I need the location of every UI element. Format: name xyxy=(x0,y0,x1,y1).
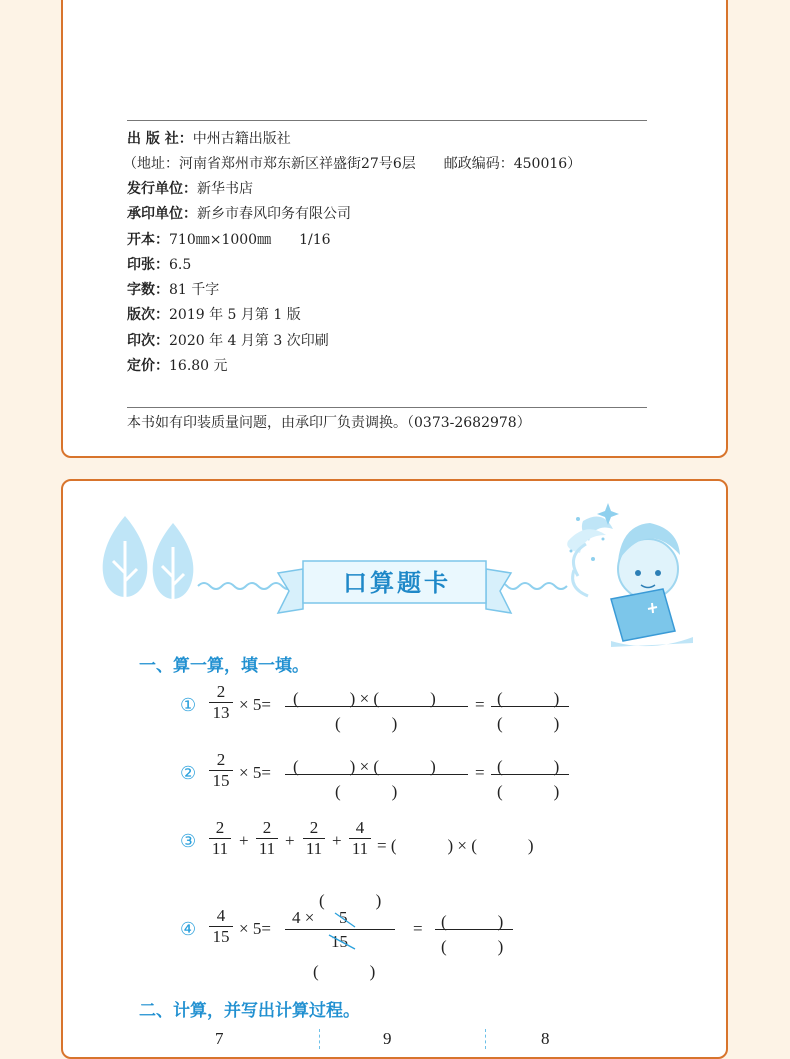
numerator: 2 xyxy=(215,818,225,837)
partial-number-c: 8 xyxy=(541,1029,550,1048)
blank-denominator[interactable]: ( ) xyxy=(335,714,398,733)
equals-sign: = xyxy=(475,695,485,714)
blank-numerator[interactable]: ( ) × ( ) xyxy=(293,689,436,708)
question-2 xyxy=(63,749,726,809)
times-five: × 5= xyxy=(239,763,271,782)
question-number: ① xyxy=(180,695,197,715)
equals-sign: = xyxy=(475,763,485,782)
top-divider xyxy=(127,120,647,121)
format-value: 710㎜×1000㎜ 1/16 xyxy=(169,232,331,248)
section2-title: 二、计算，并写出计算过程。 xyxy=(139,1001,360,1021)
printer-label: 承印单位： xyxy=(127,206,197,222)
column-divider xyxy=(485,1029,486,1049)
numerator: 4 xyxy=(216,906,226,925)
edition-label: 版次： xyxy=(127,307,169,323)
fraction-1 xyxy=(209,819,231,858)
blank-denominator[interactable]: ( ) xyxy=(335,782,398,801)
words-line xyxy=(127,281,219,299)
distributor-label: 发行单位： xyxy=(127,181,197,197)
fraction xyxy=(209,907,233,946)
denominator: 11 xyxy=(351,839,369,858)
blank-numerator[interactable]: ( ) × ( ) xyxy=(293,757,436,776)
bottom-divider xyxy=(127,407,647,408)
denominator: 15 xyxy=(212,927,230,946)
denominator: 15 xyxy=(212,771,230,790)
price-label: 定价： xyxy=(127,358,169,374)
question-1 xyxy=(63,681,726,741)
equals-sign: = xyxy=(413,919,423,938)
partial-number-b: 9 xyxy=(383,1029,392,1048)
format-label: 开本： xyxy=(127,232,169,248)
address-line: （地址：河南省郑州市郑东新区祥盛街27号6层 邮政编码：450016） xyxy=(123,156,582,172)
answer-denominator[interactable]: ( ) xyxy=(441,937,504,956)
tree-right-icon xyxy=(153,523,194,606)
answer-denominator[interactable]: ( ) xyxy=(497,782,560,801)
sheets-value: 6.5 xyxy=(169,257,192,273)
bottom-blank[interactable]: ( ) xyxy=(313,962,376,981)
question-number: ③ xyxy=(180,831,197,851)
numerator: 2 xyxy=(216,750,226,769)
copyright-panel xyxy=(61,0,728,458)
fraction xyxy=(209,683,233,722)
sheets-line xyxy=(127,256,191,274)
answer-numerator[interactable]: ( ) xyxy=(497,757,560,776)
plus-sign: + xyxy=(285,831,295,850)
edition-value: 2019 年 5 月第 1 版 xyxy=(169,307,301,323)
column-divider xyxy=(319,1029,320,1049)
denominator: 13 xyxy=(212,703,230,722)
edition-line xyxy=(127,306,301,324)
numerator: 2 xyxy=(262,818,272,837)
question-number: ② xyxy=(180,763,197,783)
denominator: 11 xyxy=(258,839,276,858)
banner-title: 口算题卡 xyxy=(343,569,451,597)
fraction xyxy=(209,751,233,790)
answer-numerator[interactable]: ( ) xyxy=(497,689,560,708)
denominator: 11 xyxy=(211,839,229,858)
times-five: × 5= xyxy=(239,695,271,714)
section2-partial-row xyxy=(63,1029,726,1049)
printing-line xyxy=(127,332,329,350)
tree-left-icon xyxy=(103,516,148,606)
denominator: 11 xyxy=(305,839,323,858)
numerator: 4 xyxy=(355,818,365,837)
question-3 xyxy=(63,817,726,867)
crossed-five: 5 xyxy=(339,908,348,927)
publisher-value: 中州古籍出版社 xyxy=(192,131,291,147)
section1-title: 一、算一算，填一填。 xyxy=(139,656,309,676)
printing-value: 2020 年 4 月第 3 次印刷 xyxy=(169,333,329,349)
distributor-line xyxy=(127,180,253,198)
numerator: 2 xyxy=(216,682,226,701)
distributor-value: 新华书店 xyxy=(197,181,253,197)
plus-sign: + xyxy=(239,831,249,850)
quality-notice: 本书如有印装质量问题，由承印厂负责调换。（0373-2682978） xyxy=(127,415,531,431)
printer-line xyxy=(127,205,351,223)
sheets-label: 印张： xyxy=(127,257,169,273)
words-value: 81 千字 xyxy=(169,282,220,298)
printer-value: 新乡市春风印务有限公司 xyxy=(197,206,351,222)
answer-denominator[interactable]: ( ) xyxy=(497,714,560,733)
question-4 xyxy=(63,881,726,981)
fraction-4 xyxy=(349,819,371,858)
price-value: 16.80 元 xyxy=(169,358,228,374)
fraction-3 xyxy=(303,819,325,858)
format-line xyxy=(127,231,331,249)
girl-reading-icon xyxy=(567,503,693,647)
question-number: ④ xyxy=(180,919,197,939)
printing-label: 印次： xyxy=(127,333,169,349)
plus-sign: + xyxy=(332,831,342,850)
mid-numerator: 4 × xyxy=(292,908,315,927)
top-blank[interactable]: ( ) xyxy=(319,891,382,910)
publisher-line xyxy=(127,130,291,148)
wave-right xyxy=(495,583,567,589)
quiz-panel xyxy=(61,479,728,1059)
fraction-2 xyxy=(256,819,278,858)
price-line xyxy=(127,357,228,375)
numerator: 2 xyxy=(309,818,319,837)
blank-product[interactable]: = ( ) × ( ) xyxy=(377,836,534,855)
cancel-strokes xyxy=(325,909,365,955)
crossed-fifteen: 15 xyxy=(331,932,348,951)
answer-numerator[interactable]: ( ) xyxy=(441,912,504,931)
publisher-label: 出 版 社： xyxy=(127,131,193,147)
times-five: × 5= xyxy=(239,919,271,938)
words-label: 字数： xyxy=(127,282,169,298)
partial-number-a: 7 xyxy=(215,1029,224,1048)
